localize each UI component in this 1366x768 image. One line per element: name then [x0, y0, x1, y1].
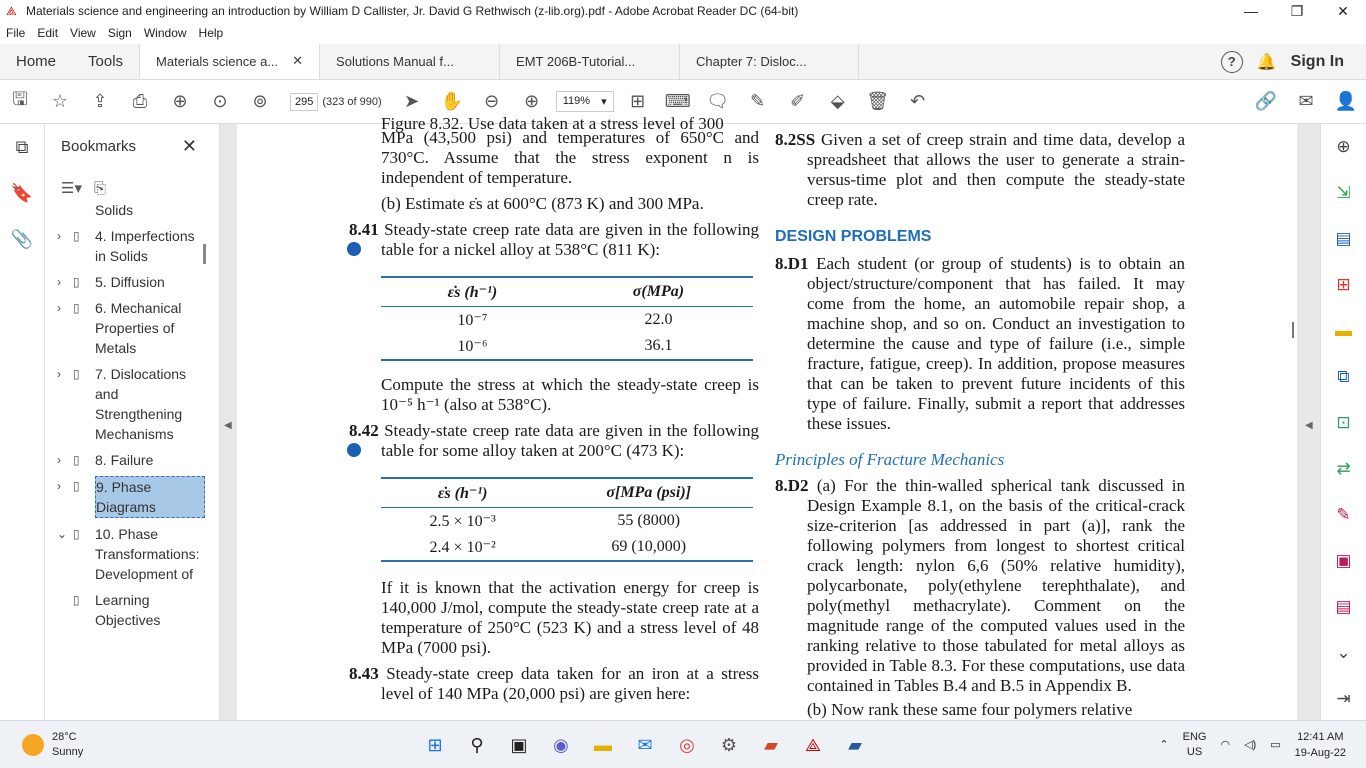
tab-bar: [0, 44, 1366, 80]
zoom-select[interactable]: [556, 91, 614, 112]
attachment-icon[interactable]: 📎: [10, 229, 34, 249]
bookmark-icon: ▯: [73, 367, 80, 381]
vertical-scrollbar[interactable]: [1292, 322, 1294, 338]
bookmark-list: [45, 202, 205, 718]
cut-off-line: Figure 8.32. Use data taken at a stress level of 300: [381, 114, 724, 133]
subsection-heading: Principles of Fracture Mechanics: [775, 450, 1005, 469]
send-icon[interactable]: ⇄: [1336, 459, 1351, 478]
paragraph: (b) Estimate ε̇s at 600°C (873 K) and 300 MPa.: [381, 194, 704, 213]
table-row: [381, 333, 753, 360]
table-cell: 36.1: [564, 333, 753, 360]
zoom-value: 119%: [562, 95, 591, 107]
chevron-down-icon[interactable]: ⌄: [1336, 643, 1351, 662]
options-list-icon[interactable]: ☰▾: [61, 180, 82, 197]
right-column: [775, 124, 1186, 719]
link-icon[interactable]: 🔗: [1254, 91, 1278, 111]
question-number: 8.42: [349, 421, 379, 440]
question-8-43: [349, 664, 759, 704]
question-number: 8.D1: [775, 254, 809, 273]
bookmarks-header: [45, 124, 219, 168]
table-cell: 22.0: [644, 311, 673, 328]
bookmark-label: 10. Phase Transformations: Development of: [95, 526, 200, 582]
chevron-down-icon: ▾: [601, 96, 607, 108]
select-cursor-icon[interactable]: ➤: [404, 91, 420, 111]
question-text: Each student (or group of students) is to obtain an object/structure/component that has failed. It may come from the home, an automobile repair shop, a machine shop, and so on. Conduct an investigation to determine the cause and type of failure (i.e., simple fracture, fatigue, creep). In addition, propose measures that can be taken to prevent future incidents of this type of failure. Finally, submit a report that addresses these issues.: [807, 254, 1185, 433]
table-creep-alloy: [381, 477, 753, 562]
chrome-icon[interactable]: ◎: [679, 734, 695, 755]
bookmark-panel-icon[interactable]: 🔖: [10, 183, 34, 203]
bookmark-label: 4. Imperfections in Solids: [95, 228, 195, 264]
wifi-icon[interactable]: ◠: [1220, 739, 1231, 751]
upload-icon[interactable]: ⇪: [92, 91, 108, 111]
tab-doc-label: Chapter 7: Disloc...: [696, 54, 807, 69]
bookmark-item[interactable]: [45, 590, 205, 630]
new-bookmark-icon[interactable]: ⎘: [93, 179, 106, 197]
bookmark-icon: ▯: [73, 593, 80, 607]
tab-doc-label: Solutions Manual f...: [336, 54, 454, 69]
zoom-in-icon[interactable]: ⊕: [524, 91, 540, 111]
chevron-right-icon[interactable]: ›: [57, 275, 61, 289]
tab-doc-chapter7[interactable]: [679, 44, 859, 79]
chevron-up-icon[interactable]: ⌃: [1159, 739, 1169, 751]
save-icon[interactable]: 🖫: [12, 88, 28, 109]
tab-home[interactable]: Home: [16, 53, 57, 70]
table-cell: 2.5 × 10⁻³: [429, 513, 496, 530]
sign-in-button[interactable]: Sign In: [1290, 52, 1344, 70]
question-text: Steady-state creep data taken for an iron at a stress level of 140 MPa (20,000 psi) are given here:: [381, 664, 760, 703]
table-cell: 10⁻⁷: [457, 312, 488, 329]
create-pdf-icon[interactable]: ⊞: [1336, 275, 1351, 294]
page-navigator: [290, 93, 382, 111]
expand-panel-right-icon[interactable]: ◀: [1305, 420, 1313, 431]
fill-sign-icon[interactable]: ✎: [1336, 505, 1351, 524]
close-icon[interactable]: ✕: [181, 135, 197, 156]
comment-icon[interactable]: 🗨: [706, 91, 730, 111]
table-header: ε̇s (h⁻¹): [381, 478, 544, 508]
bookmarks-panel: [45, 124, 220, 720]
bookmark-item-selected[interactable]: [45, 476, 205, 518]
pdf-page: [237, 114, 1297, 724]
bookmark-icon: ▯: [73, 275, 80, 289]
question-8-2ss: [775, 130, 1185, 210]
bookmark-icon: ▯: [73, 453, 80, 467]
table-header: ε̇s (h⁻¹): [381, 277, 564, 307]
question-text: Steady-state creep rate data are given in the following table for some alloy taken at 200°C (473 K):: [381, 421, 759, 460]
mail-icon[interactable]: ✉: [637, 734, 653, 755]
protect-icon[interactable]: ▣: [1335, 551, 1352, 570]
highlight-pen-icon[interactable]: ✎: [750, 91, 766, 111]
taskbar-apps: [420, 730, 870, 760]
hand-tool-icon[interactable]: ✋: [440, 91, 463, 111]
combine-files-icon[interactable]: ⧉: [1337, 367, 1350, 386]
bookmark-star-icon[interactable]: ☆: [51, 91, 69, 111]
menu-help[interactable]: Help: [198, 26, 224, 40]
question-number: 8.43: [349, 664, 379, 683]
bookmark-label: 7. Dislocations and Strengthening Mechanisms: [95, 366, 187, 442]
bookmark-icon: ▯: [73, 479, 80, 493]
add-icon[interactable]: +: [347, 242, 361, 256]
compress-icon[interactable]: ⊡: [1336, 413, 1351, 432]
table-cell: 69 (10,000): [544, 534, 753, 561]
document-viewport[interactable]: [220, 114, 1320, 720]
close-icon[interactable]: ✕: [292, 53, 304, 68]
table-cell: 2.4 × 10⁻²: [381, 534, 544, 561]
chevron-right-icon[interactable]: ›: [57, 479, 61, 493]
powerpoint-icon[interactable]: ▰: [764, 734, 778, 755]
menu-sign[interactable]: Sign: [107, 26, 132, 40]
page-number-input[interactable]: 295: [290, 93, 318, 111]
bookmark-label: 8. Failure: [95, 452, 154, 468]
help-icon[interactable]: ?: [1221, 51, 1243, 73]
time: 12:41 AM: [1297, 730, 1344, 743]
window-title: Materials science and engineering an introduction by William D Callister, Jr. David G Rethwisch (z-lib.org).pdf - Adobe Acrobat Reader DC (64-bit): [26, 4, 799, 18]
tab-doc-label: EMT 206B-Tutorial...: [516, 54, 636, 69]
bookmark-label: 6. Mechanical Properties of Metals: [95, 300, 182, 356]
weather-condition: Sunny: [52, 745, 84, 758]
minimize-button[interactable]: —: [1244, 3, 1258, 19]
page-total: (323 of 990): [322, 95, 382, 108]
chevron-right-icon[interactable]: ›: [57, 229, 61, 243]
sun-icon: [22, 734, 44, 756]
add-icon[interactable]: +: [347, 443, 361, 457]
user-search-icon[interactable]: 👤: [1334, 91, 1358, 111]
bookmark-item[interactable]: [45, 524, 205, 584]
paragraph: If it is known that the activation energy for creep is 140,000 J/mol, compute the steady-state creep rate at a temperature of 250°C (523 K) and a stress level of 48 MPa (7000 psi).: [381, 578, 759, 657]
table-row: [381, 508, 753, 535]
bookmark-label: Solids: [95, 202, 134, 218]
date: 19-Aug-22: [1294, 746, 1346, 759]
settings-icon[interactable]: ⚙: [720, 734, 738, 755]
restore-button[interactable]: ❐: [1290, 2, 1304, 19]
bookmark-icon: ▯: [73, 301, 80, 315]
tab-doc-materials[interactable]: [139, 44, 319, 79]
question-text: Steady-state creep rate data are given in the following table for a nickel alloy at 538°C (811 K):: [381, 220, 759, 259]
bookmark-icon: ▯: [73, 229, 80, 243]
organize-pages-icon[interactable]: ▤: [1335, 229, 1352, 248]
page-down-icon[interactable]: ⊚: [252, 91, 268, 111]
draw-icon[interactable]: ✐: [790, 91, 806, 111]
pages-thumbnail-icon[interactable]: ⧉: [15, 137, 29, 157]
undo-icon[interactable]: ↶: [910, 91, 926, 111]
temperature: 28°C: [52, 730, 77, 743]
question-number: 8.2SS: [775, 130, 816, 149]
taskbar: [0, 720, 1366, 768]
page-up-icon[interactable]: ⊙: [212, 91, 228, 111]
page-display-icon[interactable]: ⊞: [630, 91, 646, 111]
keyboard-icon[interactable]: ⌨: [664, 91, 691, 111]
menu-edit[interactable]: Edit: [37, 26, 59, 40]
chat-icon[interactable]: ◉: [553, 734, 569, 755]
paragraph: Compute the stress at which the steady-state creep is 10⁻⁵ h⁻¹ (also at 538°C).: [381, 375, 759, 414]
file-explorer-icon[interactable]: ▬: [594, 734, 612, 755]
more-tools-icon[interactable]: ▤: [1335, 597, 1352, 616]
tab-doc-tutorial[interactable]: [499, 44, 679, 79]
export-pdf-icon[interactable]: ⇲: [1336, 183, 1351, 202]
zoom-search-icon[interactable]: ⊕: [172, 91, 188, 111]
bookmark-item[interactable]: [45, 200, 205, 220]
section-heading: DESIGN PROBLEMS: [775, 228, 932, 245]
right-tools-rail: [1320, 124, 1366, 720]
word-icon[interactable]: ▰: [848, 734, 862, 755]
acrobat-icon[interactable]: ⟁: [804, 734, 822, 755]
table-creep-nickel: [381, 276, 753, 361]
email-icon[interactable]: ✉: [1298, 91, 1314, 111]
windows-start-icon[interactable]: ⊞: [427, 734, 443, 755]
cut-off-line: (b) Now rank these same four polymers relative: [807, 700, 1133, 719]
left-column: [334, 114, 760, 704]
table-cell: 10⁻⁶: [381, 333, 564, 360]
chevron-right-icon[interactable]: ›: [57, 367, 61, 381]
bell-icon[interactable]: 🔔: [1256, 53, 1277, 71]
collapse-pane-icon[interactable]: ⇥: [1336, 689, 1351, 708]
table-header: σ(MPa): [564, 277, 753, 307]
question-8-d1: [775, 254, 1185, 434]
comment-tool-icon[interactable]: ▬: [1335, 321, 1352, 340]
task-view-icon[interactable]: ▣: [510, 734, 528, 755]
stamp-icon[interactable]: ⬙: [830, 91, 845, 111]
tab-doc-label: Materials science a...: [156, 53, 279, 69]
bookmark-item[interactable]: [45, 364, 205, 444]
bookmark-label: 9. Phase Diagrams: [95, 476, 205, 518]
print-icon[interactable]: ⎙: [132, 91, 148, 111]
chevron-down-icon[interactable]: ⌄: [57, 527, 68, 541]
system-tray: [1159, 729, 1366, 761]
table-header: σ[MPa (psi)]: [544, 478, 753, 508]
question-text: Given a set of creep strain and time data, develop a spreadsheet that allows the user to generate a strain-versus-time plot and then compute the steady-state creep rate.: [807, 130, 1185, 209]
menu-view[interactable]: View: [70, 26, 96, 40]
chevron-right-icon[interactable]: ›: [57, 301, 61, 315]
menu-window[interactable]: Window: [143, 26, 187, 40]
question-text: (a) For the thin-walled spherical tank discussed in Design Example 8.1, on the basis of the critical-crack size-criterion [as addressed in part (a)], rank the following polymers from longest to shortest critical crack length: nylon 6,6 (50% relative humidity), polycarbonate, poly(ethylene terephthalate), and poly(methyl methacrylate). Comment on the magnitude range of the computed values used in the ranking relative to those tabulated for metal alloys as provided in Table 8.3. For these computations, use data contained in Tables B.4 and B.5 in Appendix B.: [807, 476, 1186, 695]
table-cell: 55 (8000): [617, 512, 681, 529]
question-8-41: [334, 220, 759, 260]
bookmark-item[interactable]: [45, 298, 205, 358]
bookmark-label: 5. Diffusion: [95, 274, 165, 290]
menu-file[interactable]: File: [6, 26, 26, 40]
left-rail: [0, 124, 45, 720]
bookmark-label: Learning Objectives: [95, 592, 161, 628]
volume-icon[interactable]: ◁): [1244, 739, 1257, 751]
bookmark-item[interactable]: [45, 450, 205, 470]
paragraph: MPa (43,500 psi) and temperatures of 650°C and 730°C. Assume that the stress exponent n is independent of temperature.: [381, 128, 759, 187]
clock[interactable]: [1295, 729, 1346, 761]
battery-icon[interactable]: ▭: [1270, 739, 1281, 751]
chevron-icon: [57, 200, 73, 220]
question-number: 8.41: [349, 220, 379, 239]
question-8-42: [334, 421, 759, 461]
weather-widget[interactable]: [0, 730, 420, 760]
zoom-out-icon[interactable]: ⊖: [484, 91, 500, 111]
collapse-panel-left-icon[interactable]: ◀: [224, 420, 232, 431]
delete-icon[interactable]: 🗑: [866, 91, 890, 111]
table-row: [381, 534, 753, 561]
title-bar: [0, 0, 1366, 22]
tab-doc-solutions[interactable]: [319, 44, 499, 79]
zoom-search-icon[interactable]: ⊕: [1336, 137, 1351, 156]
question-8-d2: [775, 476, 1185, 696]
bookmark-item[interactable]: [45, 272, 205, 292]
question-number: 8.D2: [775, 476, 809, 495]
chevron-right-icon[interactable]: ›: [57, 453, 61, 467]
bookmark-icon: ▯: [73, 527, 80, 541]
acrobat-app-icon: ⟁: [6, 4, 17, 18]
menu-bar: [0, 22, 1366, 44]
tab-tools[interactable]: Tools: [88, 53, 124, 70]
bookmark-item[interactable]: [45, 226, 205, 266]
close-window-button[interactable]: ✕: [1337, 2, 1349, 19]
language-indicator[interactable]: ENG US: [1182, 730, 1207, 758]
bookmarks-scrollbar[interactable]: [203, 244, 206, 264]
bookmarks-title: Bookmarks: [61, 137, 137, 155]
search-icon[interactable]: ⚲: [470, 734, 484, 755]
table-row: [381, 307, 753, 334]
